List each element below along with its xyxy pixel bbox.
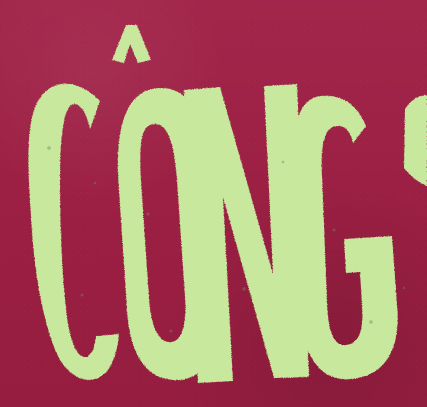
letter-g-stroke (293, 96, 398, 380)
paint-spot (81, 294, 84, 297)
paint-spot (282, 161, 285, 164)
paint-spot (47, 146, 51, 150)
paint-spot (403, 287, 405, 289)
letter-n-stroke (184, 84, 309, 383)
paint-spot (242, 287, 245, 290)
paint-spot (94, 182, 97, 185)
paint-spot (146, 212, 149, 215)
paint-spot (333, 229, 336, 232)
partial-letter-stroke (404, 95, 427, 186)
paint-spot (170, 330, 173, 333)
letter-c-stroke (28, 84, 119, 380)
paint-spot (369, 320, 372, 323)
circumflex-mark (112, 25, 151, 63)
